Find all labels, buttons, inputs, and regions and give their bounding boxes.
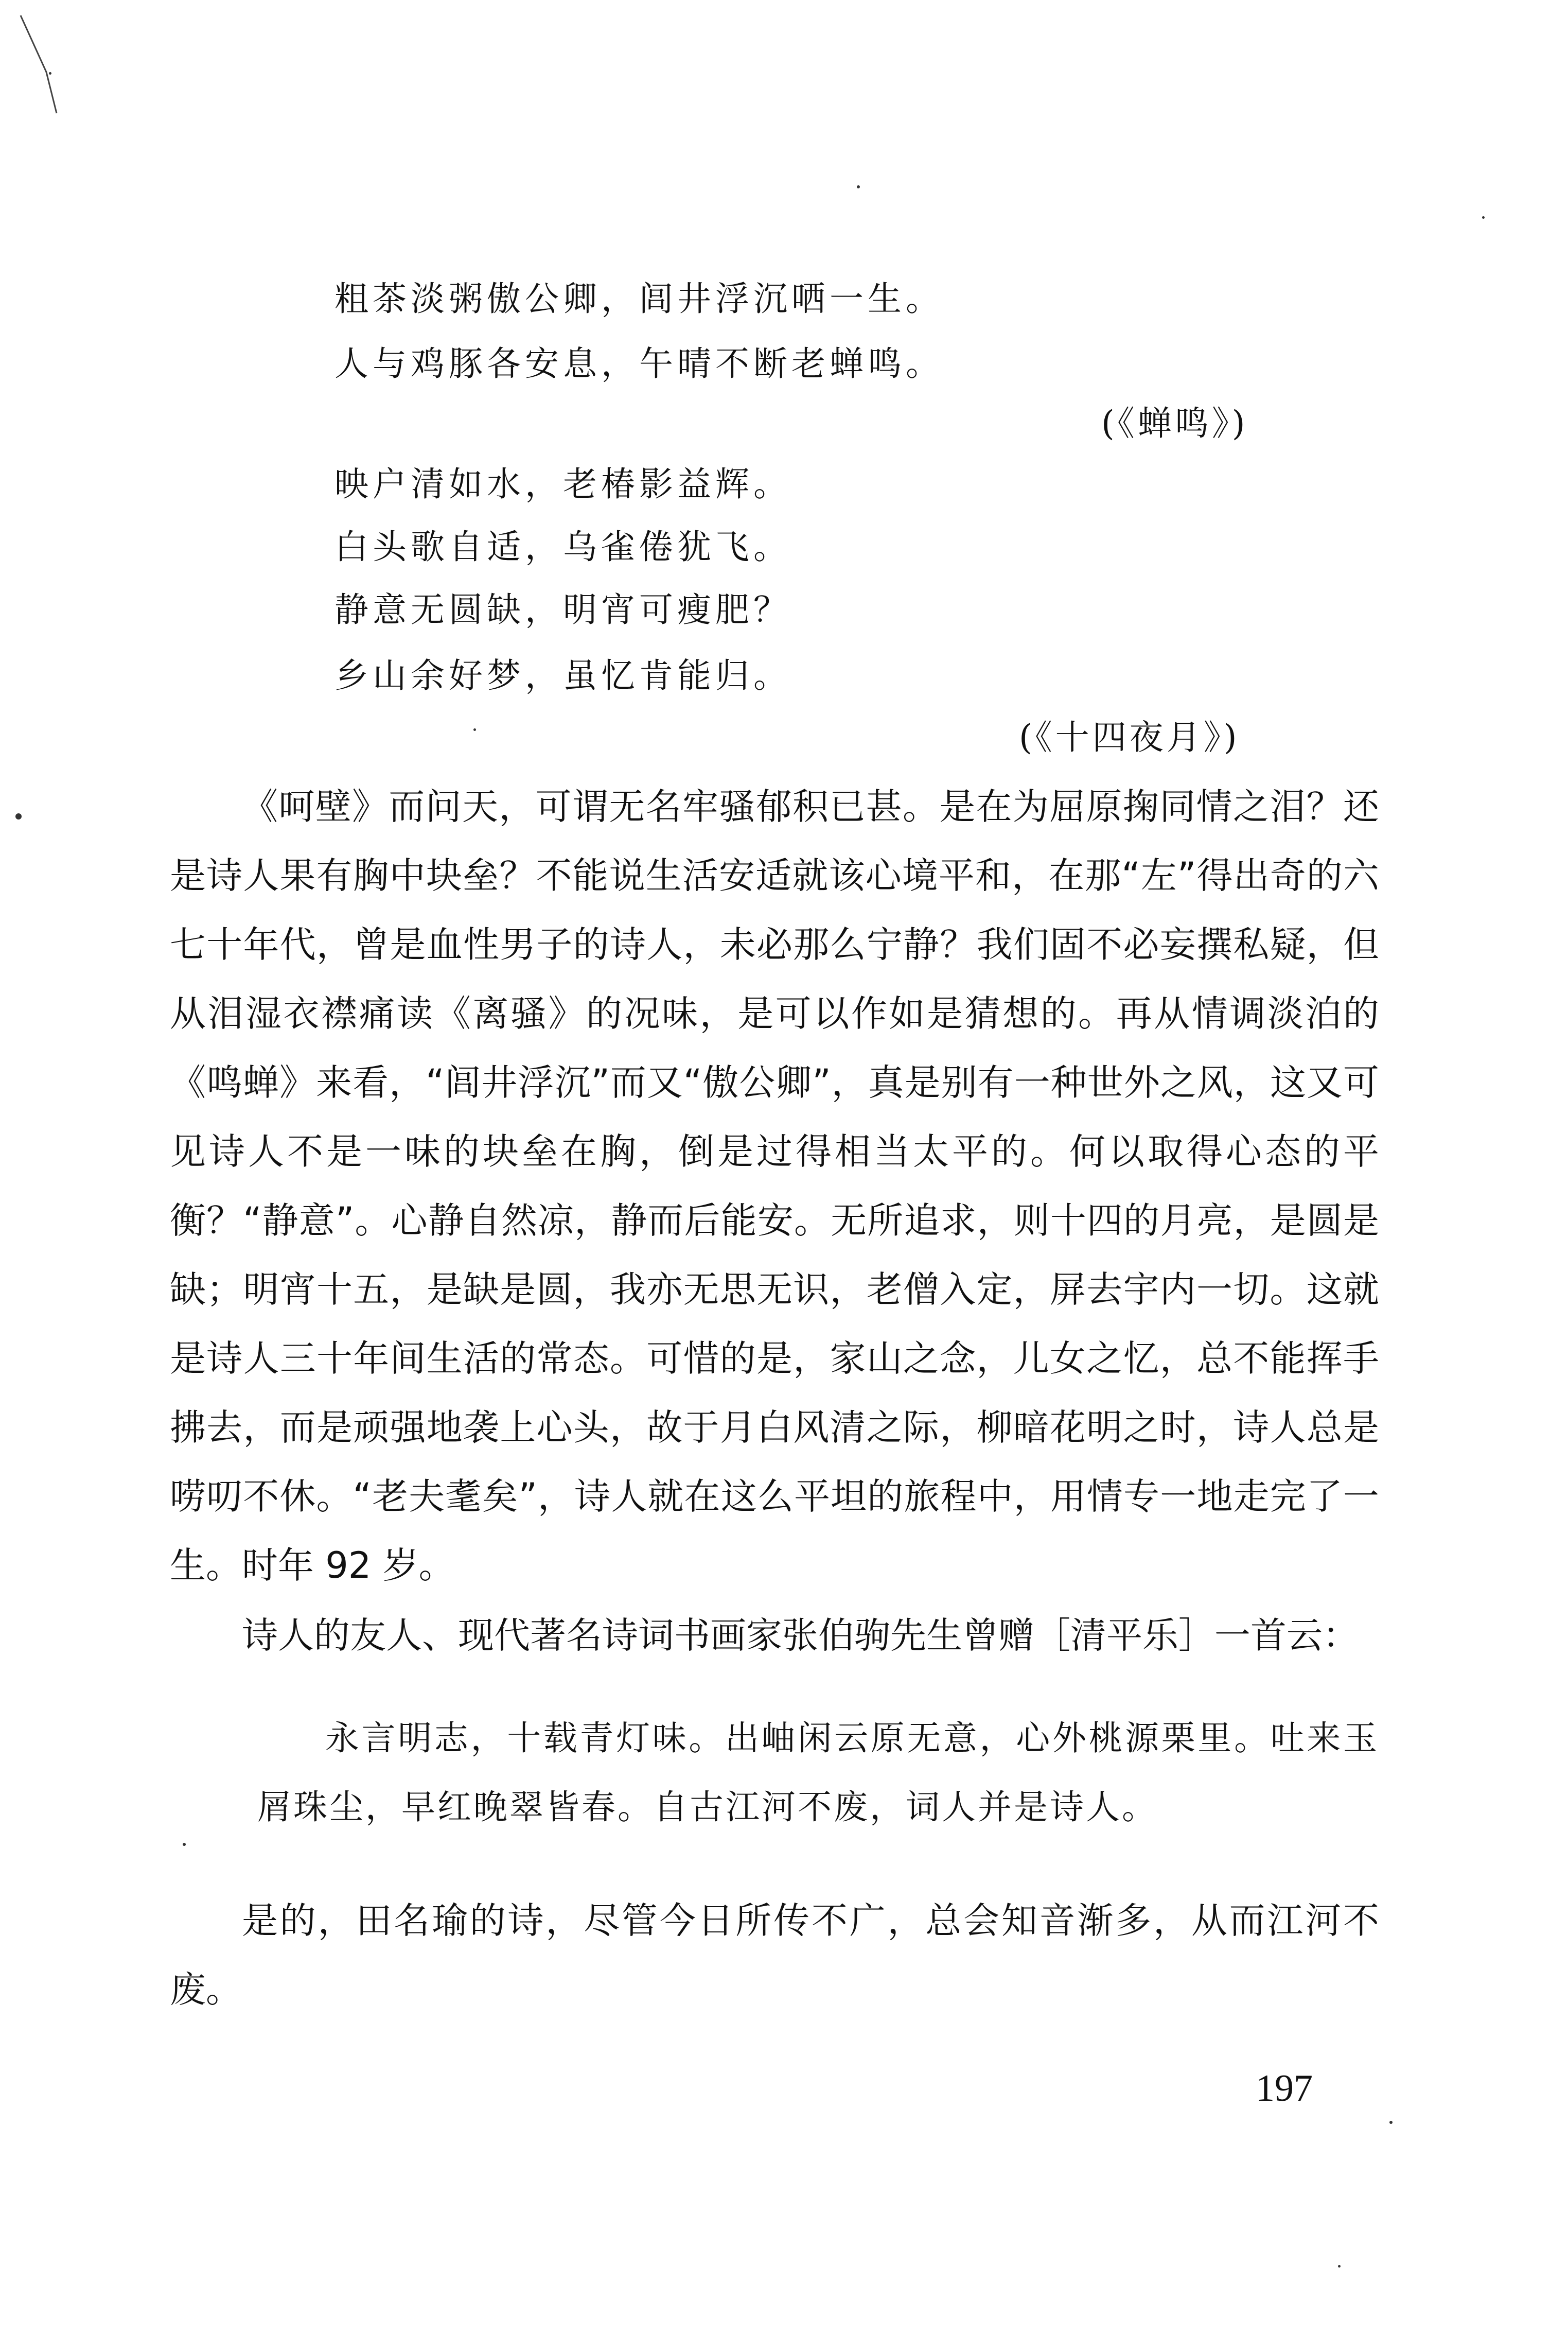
scan-speck — [183, 1843, 186, 1846]
poem-attribution: (《十四夜月》) — [1019, 718, 1240, 757]
poem-line-4: 乡山余好梦，虽忆肯能归。 — [334, 656, 791, 695]
body-paragraph: 《呵壁》而问天，可谓无名牢骚郁积已甚。是在为屈原掬同情之泪？还是诗人果有胸中块垒？不能说生活安适就该心境平和，在那“左”得出奇的六七十年代，曾是血性男子的诗人，未必那么宁静？我们固不必妄撰私疑，但从泪湿衣襟痛读《离骚》的况味，是可以作如是猜想的。再从情调淡泊的《鸣蝉》来看，“闾井浮沉”而又“傲公卿”，真是别有一种世外之风，这又可见诗人不是一味的块垒在胸，倒是过得相当太平的。何以取得心态的平衡？“静意”。心静自然凉，静而后能安。无所追求，则十四的月亮，是圆是缺；明宵十五，是缺是圆，我亦无思无识，老僧入定，屏去宇内一切。这就是诗人三十年间生活的常态。可惜的是，家山之念，儿女之忆，总不能挥手拂去，而是顽强地袭上心头，故于月白风清之际，柳暗花明之时，诗人总是唠叨不休。“老夫耄矣”，诗人就在这么平坦的旅程中，用情专一地走完了一生。时年 92 岁。 — [170, 786, 1379, 1587]
body-paragraph: 是的，田名瑜的诗，尽管今日所传不广，总会知音渐多，从而江河不废。 — [170, 1899, 1379, 2011]
page-number: 197 — [1256, 2067, 1313, 2110]
poem-line-1: 粗茶淡粥傲公卿，闾井浮沉哂一生。 — [334, 279, 944, 319]
poem-line-1: 映户清如水，老椿影益辉。 — [334, 464, 791, 504]
quoted-poem: 永言明志，十载青灯味。出岫闲云原无意，心外桃源栗里。吐来玉屑珠尘，早红晚翠皆春。自古江河不废，词人并是诗人。 — [257, 1718, 1379, 1827]
poem-line-2: 人与鸡豚各安息，午晴不断老蝉鸣。 — [334, 344, 944, 383]
poem-line-3: 静意无圆缺，明宵可瘦肥？ — [334, 590, 791, 630]
scan-speck — [1338, 2265, 1341, 2268]
poem-attribution: (《蝉鸣》) — [1101, 404, 1248, 443]
scan-speck — [15, 813, 22, 820]
poem-line-2: 白头歌自适，乌雀倦犹飞。 — [334, 527, 791, 567]
scan-speck — [1482, 216, 1485, 219]
scan-speck — [857, 185, 860, 188]
body-paragraph: 诗人的友人、现代著名诗词书画家张伯驹先生曾赠［清平乐］一首云： — [242, 1614, 1359, 1657]
scan-scratch — [15, 10, 87, 144]
scan-speck — [473, 728, 476, 731]
scan-speck — [1389, 2121, 1393, 2124]
